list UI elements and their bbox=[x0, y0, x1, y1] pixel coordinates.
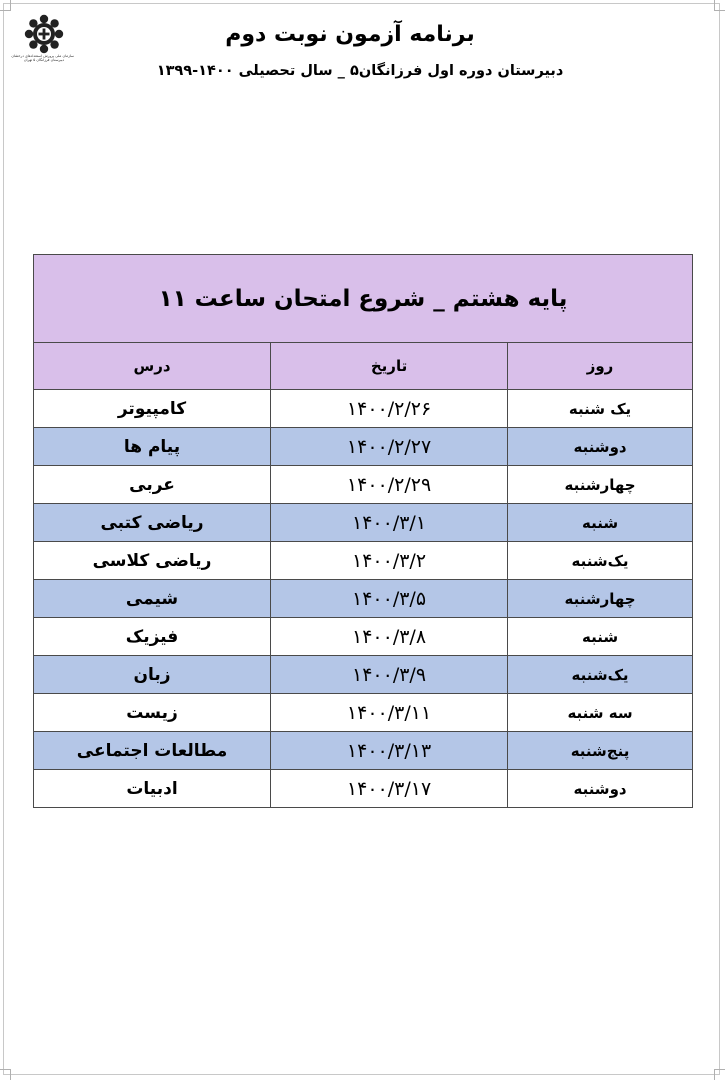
day-cell: یک شنبه bbox=[508, 390, 693, 428]
table-row bbox=[34, 656, 693, 694]
date-cell: ۱۴۰۰/۲/۲۶ bbox=[271, 390, 508, 428]
subject-cell: ریاضی کتبی bbox=[34, 504, 271, 542]
day-cell: دوشنبه bbox=[508, 770, 693, 808]
day-cell: شنبه bbox=[508, 618, 693, 656]
table-banner: پایه هشتم _ شروع امتحان ساعت ۱۱ bbox=[34, 255, 693, 343]
subject-cell: شیمی bbox=[34, 580, 271, 618]
crop-mark bbox=[0, 0, 11, 11]
date-cell: ۱۴۰۰/۳/۱۳ bbox=[271, 732, 508, 770]
day-cell: چهارشنبه bbox=[508, 466, 693, 504]
logo-caption: دبیرستان فرزانگان ۵ تهران bbox=[23, 58, 65, 63]
table-row bbox=[34, 732, 693, 770]
day-cell: یک‌شنبه bbox=[508, 656, 693, 694]
date-cell: ۱۴۰۰/۳/۱۷ bbox=[271, 770, 508, 808]
column-header-date: تاریخ bbox=[271, 343, 508, 390]
subject-cell: ادبیات bbox=[34, 770, 271, 808]
organization-logo bbox=[11, 14, 74, 78]
table-row bbox=[34, 542, 693, 580]
day-cell: سه شنبه bbox=[508, 694, 693, 732]
date-cell: ۱۴۰۰/۳/۲ bbox=[271, 542, 508, 580]
page-subtitle: دبیرستان دوره اول فرزانگان۵ _ سال تحصیلی ۱۴۰۰-۱۳۹۹ bbox=[156, 63, 564, 79]
day-cell: دوشنبه bbox=[508, 428, 693, 466]
date-cell: ۱۴۰۰/۳/۱ bbox=[271, 504, 508, 542]
subject-cell: زیست bbox=[34, 694, 271, 732]
table-banner-row bbox=[34, 255, 693, 343]
subject-cell: عربی bbox=[34, 466, 271, 504]
column-header-day: روز bbox=[508, 343, 693, 390]
crop-mark bbox=[714, 0, 725, 11]
subject-cell: مطالعات اجتماعی bbox=[34, 732, 271, 770]
table-header-row bbox=[34, 343, 693, 390]
subject-cell: کامپیوتر bbox=[34, 390, 271, 428]
exam-schedule-table bbox=[33, 254, 693, 808]
table-row bbox=[34, 504, 693, 542]
table-body bbox=[34, 390, 693, 808]
subject-cell: فیزیک bbox=[34, 618, 271, 656]
day-cell: پنج‌شنبه bbox=[508, 732, 693, 770]
logo-caption: سازمان ملی پرورش استعدادهای درخشان bbox=[11, 54, 74, 58]
subject-cell: زبان bbox=[34, 656, 271, 694]
table-row bbox=[34, 770, 693, 808]
day-cell: یک‌شنبه bbox=[508, 542, 693, 580]
table-row bbox=[34, 428, 693, 466]
day-cell: شنبه bbox=[508, 504, 693, 542]
date-cell: ۱۴۰۰/۳/۱۱ bbox=[271, 694, 508, 732]
page-title: برنامه آزمون نوبت دوم bbox=[225, 22, 475, 47]
table-row bbox=[34, 694, 693, 732]
date-cell: ۱۴۰۰/۳/۹ bbox=[271, 656, 508, 694]
date-cell: ۱۴۰۰/۲/۲۷ bbox=[271, 428, 508, 466]
subject-cell: پیام ها bbox=[34, 428, 271, 466]
table-row bbox=[34, 466, 693, 504]
column-header-subject: درس bbox=[34, 343, 271, 390]
star-emblem-icon bbox=[24, 14, 64, 54]
table-row bbox=[34, 580, 693, 618]
crop-mark bbox=[714, 1069, 725, 1080]
subject-cell: ریاضی کلاسی bbox=[34, 542, 271, 580]
table-row bbox=[34, 390, 693, 428]
date-cell: ۱۴۰۰/۲/۲۹ bbox=[271, 466, 508, 504]
date-cell: ۱۴۰۰/۳/۸ bbox=[271, 618, 508, 656]
table-row bbox=[34, 618, 693, 656]
crop-mark bbox=[0, 1069, 11, 1080]
date-cell: ۱۴۰۰/۳/۵ bbox=[271, 580, 508, 618]
day-cell: چهارشنبه bbox=[508, 580, 693, 618]
